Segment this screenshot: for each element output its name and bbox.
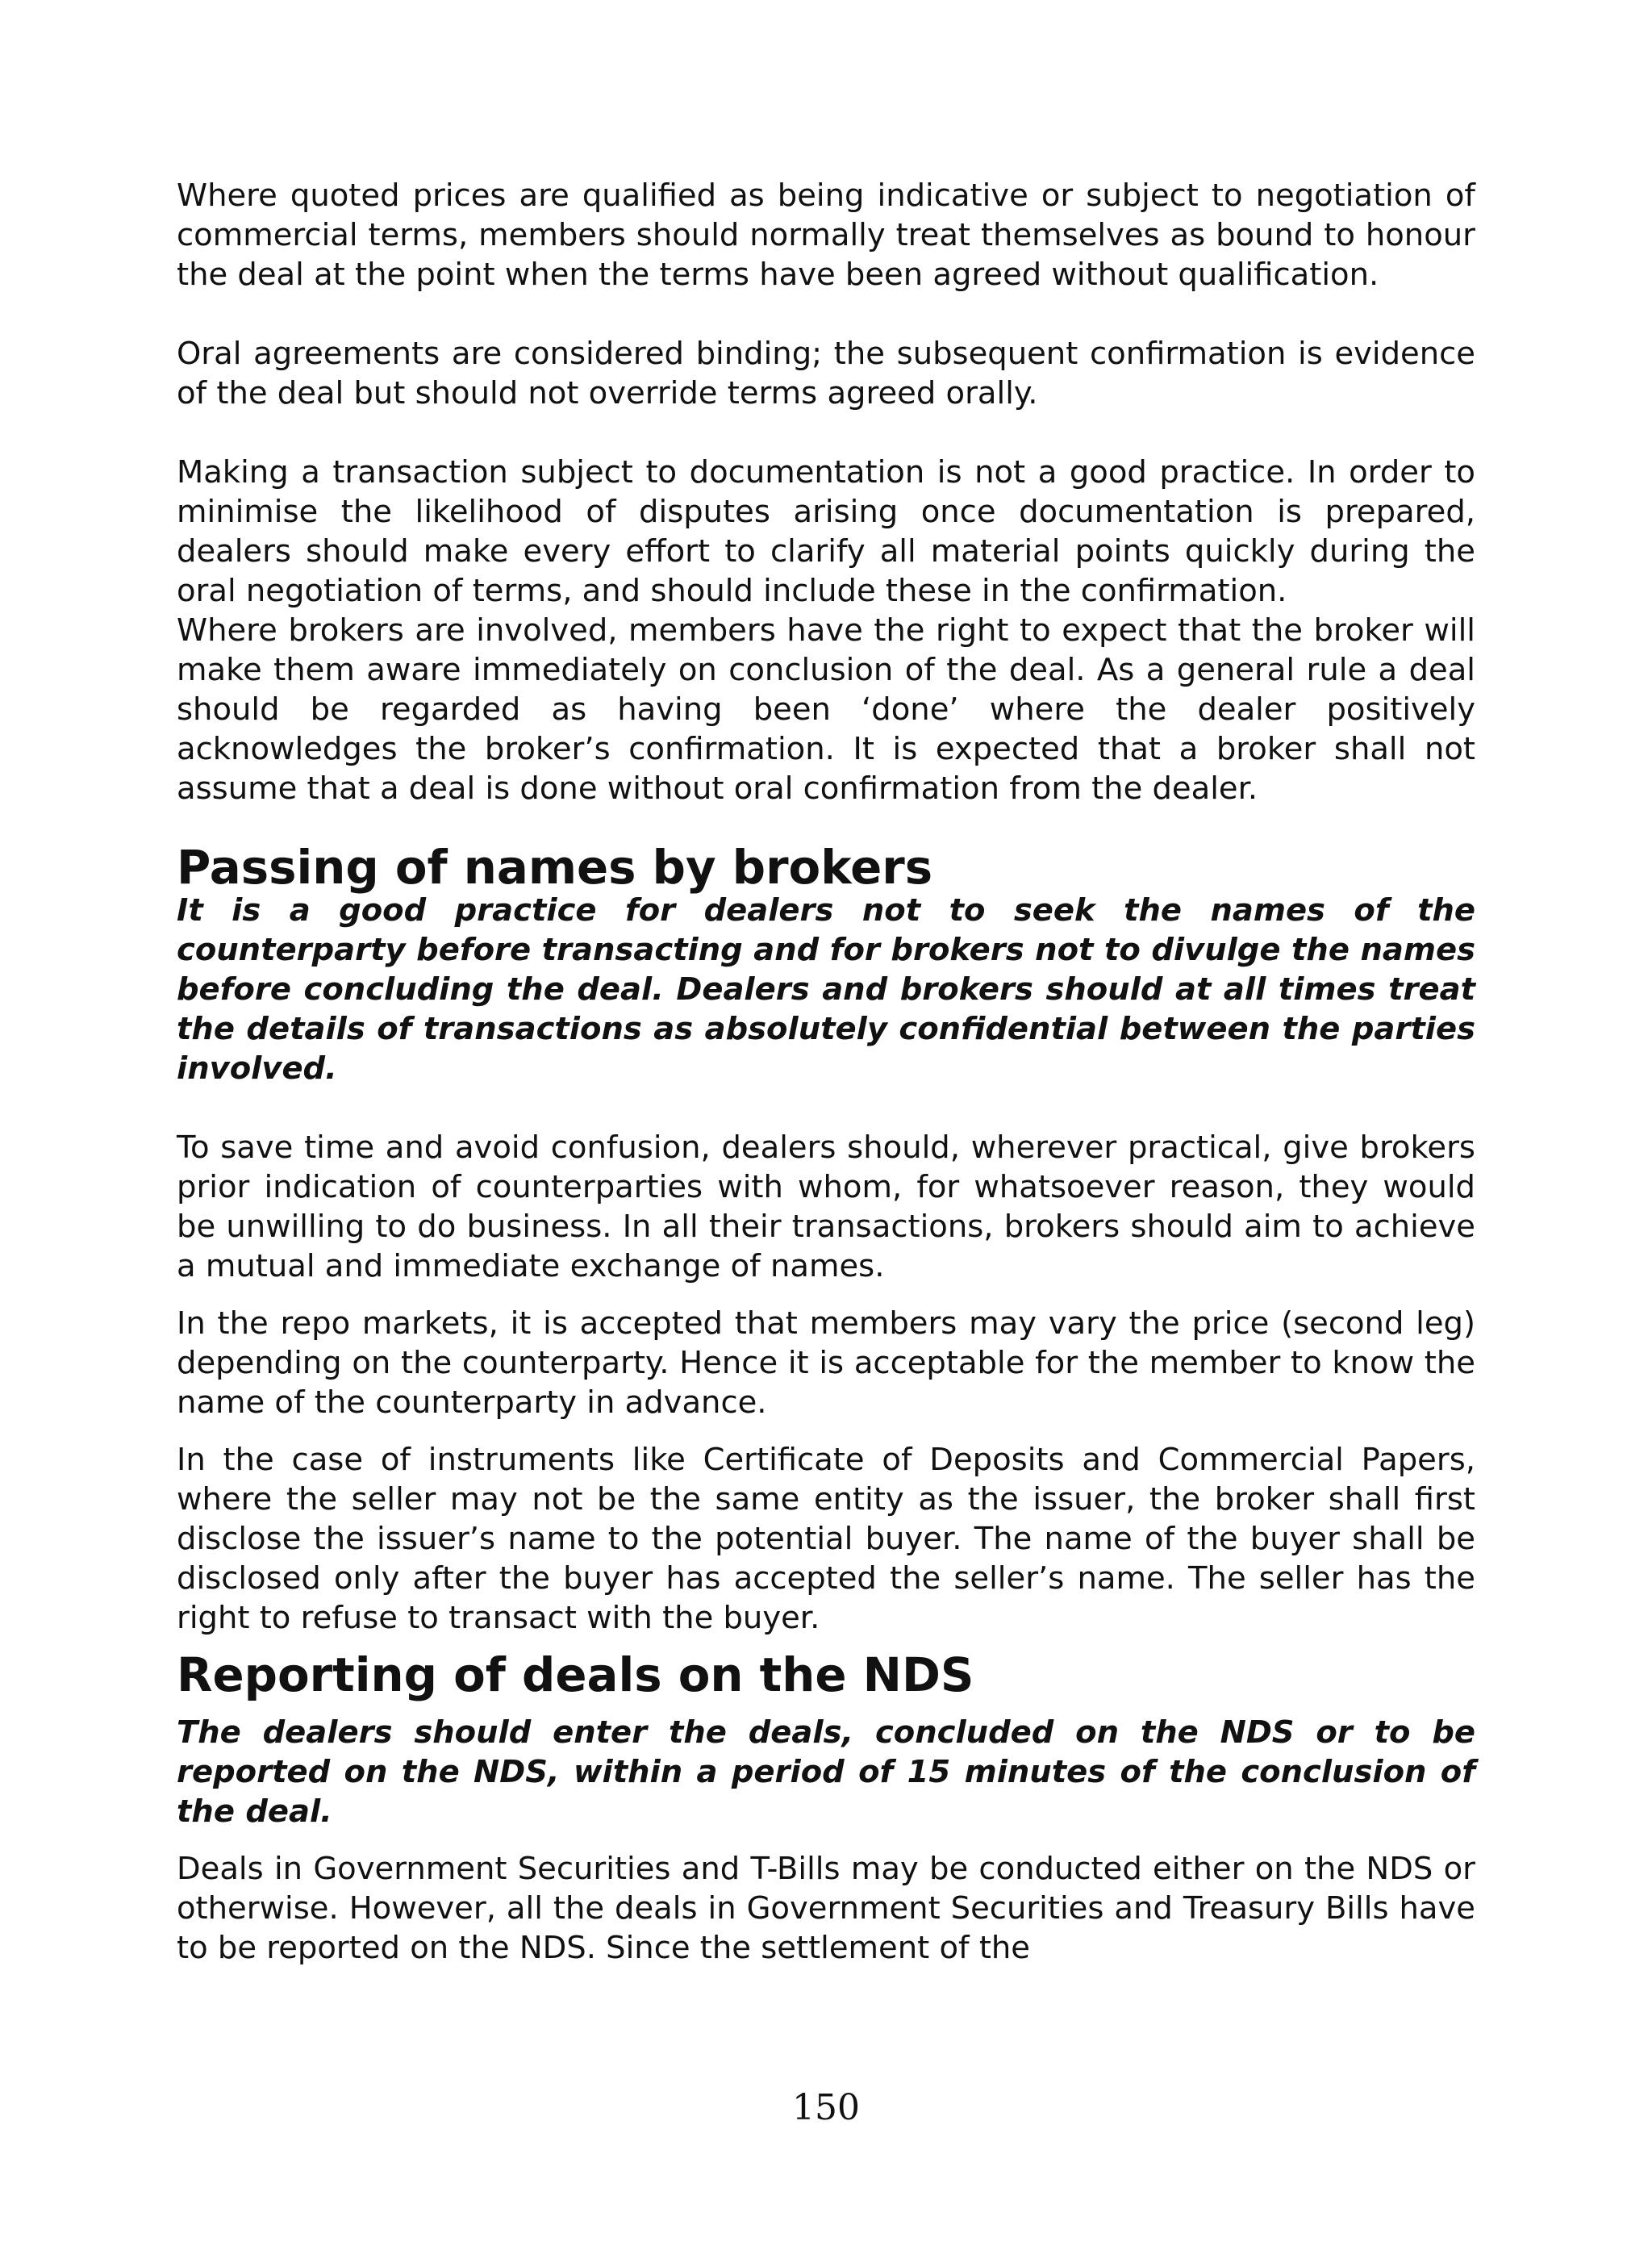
paragraph-deals-government-securities: Deals in Government Securities and T-Bills may be conducted either on the NDS or otherwise. However, all the deals in Government Securities and Treasury Bills have to be reported on the NDS. Since the settlement of the [177, 1851, 1475, 1966]
paragraph-documentation: Making a transaction subject to documentation is not a good practice. In order to minimise the likelihood of disputes arising once documentation is prepared, dealers should make every effort to clarify all material points quickly during the oral negotiation of terms, and should include these in the confirmation. [177, 454, 1475, 609]
paragraph-indicative-prices: Where quoted prices are qualified as being indicative or subject to negotiation of commercial terms, members should normally treat themselves as bound to honour the deal at the point when the terms have been agreed without qualification. [177, 177, 1475, 293]
paragraph-save-time: To save time and avoid confusion, dealers should, wherever practical, give brokers prior indication of counterparties with whom, for whatsoever reason, they would be unwilling to do business. In all their transactions, brokers should aim to achieve a mutual and immediate exchange of names. [177, 1129, 1475, 1284]
section-heading-reporting-nds: Reporting of deals on the NDS [177, 1647, 974, 1702]
page-body [177, 176, 1475, 1968]
emphasis-reporting-nds: The dealers should enter the deals, concluded on the NDS or to be reported on the NDS, within a period of 15 minutes of the conclusion of the deal. [177, 1714, 1475, 1830]
paragraph-brokers-involved: Where brokers are involved, members have the right to expect that the broker will make them aware immediately on conclusion of the deal. As a general rule a deal should be regarded as having been ‘done’ where the dealer positively acknowledges the broker’s confirmation. It is expected that a broker shall not assume that a deal is done without oral confirmation from the dealer. [177, 612, 1475, 807]
section-heading-passing-names: Passing of names by brokers [177, 840, 933, 895]
paragraph-repo-markets: In the repo markets, it is accepted that members may vary the price (second leg) depending on the counterparty. Hence it is acceptable for the member to know the name of the counterparty in advance. [177, 1305, 1475, 1421]
paragraph-instruments: In the case of instruments like Certificate of Deposits and Commercial Papers, where the seller may not be the same entity as the issuer, the broker shall first disclose the issuer’s name to the potential buyer. The name of the buyer shall be disclosed only after the buyer has accepted the seller’s name. The seller has the right to refuse to transact with the buyer. [177, 1442, 1475, 1636]
paragraph-oral-agreements: Oral agreements are considered binding; the subsequent confirmation is evidence of the deal but should not override terms agreed orally. [177, 336, 1475, 411]
page-number: 150 [792, 2087, 860, 2128]
emphasis-passing-names: It is a good practice for dealers not to seek the names of the counterparty before transacting and for brokers not to divulge the names before concluding the deal. Dealers and brokers should at all times treat the details of transactions as absolutely confidential between the parties involved. [177, 892, 1475, 1087]
